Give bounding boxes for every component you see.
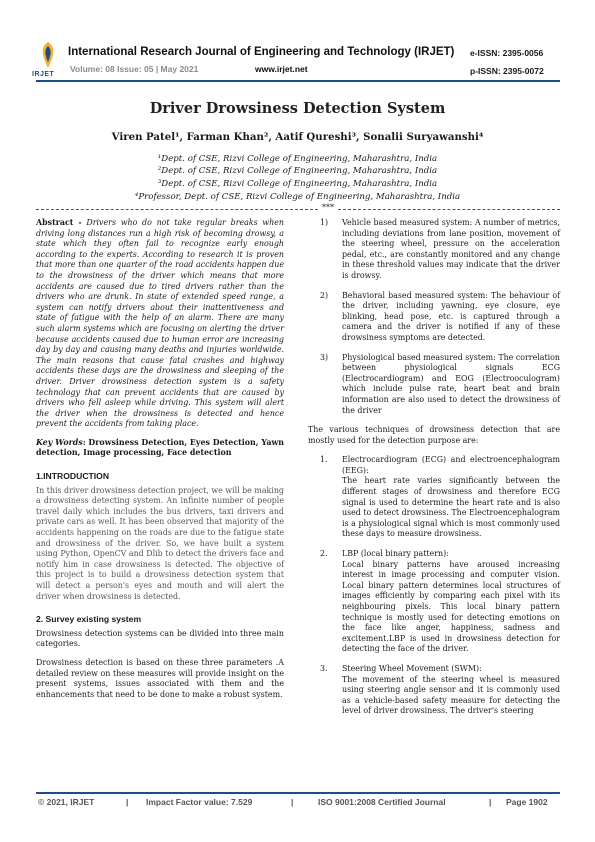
logo-text: IRJET — [32, 71, 55, 78]
separator-stars: *** — [322, 203, 334, 212]
footer-divider: | — [489, 797, 492, 807]
affiliation-2: ²Dept. of CSE, Rizvi College of Engineering, Maharashtra, India — [157, 166, 438, 176]
footer-rule — [36, 792, 560, 794]
technique-title: LBP (local binary pattern): — [342, 549, 449, 559]
list-item-number: 1. — [320, 455, 328, 465]
irjet-logo-icon — [36, 40, 60, 70]
list-item-number: 2. — [320, 549, 328, 559]
survey-paragraph-1: Drowsiness detection systems can be divided into three main categories. — [36, 628, 284, 649]
footer-copyright: © 2021, IRJET — [38, 797, 95, 807]
volume-issue: Volume: 08 Issue: 05 | May 2021 — [70, 64, 199, 74]
list-item — [308, 291, 560, 344]
affiliation-4: ⁴Professor, Dept. of CSE, Rizvi College of Engineering, Maharashtra, India — [134, 192, 461, 202]
list-item — [308, 549, 560, 655]
abstract-text: Drivers who do not take regular breaks when driving long distances run a high risk of becoming drowsy, a state which they often fail to recognize early enough according to the experts. According to research it is proven that more than one quarter of the road accidents happen due to the drowsiness of the driver which means that more accidents are caused due to tired drivers rather than the drivers who are drunk. In state of extended speed range, a system can notify drivers about their inattentiveness and state of fatigue with the help of an alarm. There are many such alarm systems which are focusing on alerting the driver because accidents caused due to human error are increasing day by day and causing many deaths and injuries worldwide. The main reasons that cause fatal crashes and highway accidents these days are the drowsiness and sleeping of the driver. Driver drowsiness detection system is a safety technology that can prevent accidents that are caused by drivers who fell asleep while driving. This system will alert the driver when the drowsiness is detected and hence prevent the accidents from taking place. — [36, 218, 285, 429]
list-item-number: 2) — [320, 290, 329, 300]
technique-list — [308, 455, 560, 717]
keywords-label: Key Words — [36, 437, 83, 447]
list-item-number: 3. — [320, 663, 328, 673]
affiliation-1: ¹Dept. of CSE, Rizvi College of Engineering, Maharashtra, India — [157, 154, 438, 164]
footer-divider: | — [126, 797, 129, 807]
journal-name: International Research Journal of Engineering and Technology (IRJET) — [68, 46, 455, 58]
intro-heading: 1.INTRODUCTION — [36, 471, 110, 482]
list-item — [308, 218, 560, 282]
header-rule — [36, 80, 560, 82]
p-issn: p-ISSN: 2395-0072 — [470, 66, 544, 76]
paper-authors: Viren Patel¹, Farman Khan², Aatif Qureshi³, Sonalii Suryawanshi⁴ — [111, 131, 484, 143]
abstract-label: Abstract - — [36, 218, 82, 227]
category-list — [308, 218, 560, 416]
list-item-text: Vehicle based measured system: A number of metrics, including deviations from lane position, movement of the steering wheel, pressure on the acceleration pedal, etc., are constantly monitored and any change in these threshold values may indicate that the driver is drowsy. — [342, 218, 560, 280]
survey-heading: 2. Survey existing system — [36, 614, 142, 625]
intro-text: In this driver drowsiness detection project, we will be making a drowsiness detecting system. An infinite number of people travel daily which includes the bus drivers, taxi drivers and private cars as well. It has been observed that majority of the accidents happening on the roads are due to the fatigue state and drowsiness of the driver. So, we have built a system using Python, OpenCV and Dlib to detect the drivers face and notify him in case drowsiness is detected. The objective of this project is to build a drowsiness detection system that will detect a person's eyes and mouth and will alert the driver when drowsiness is detected. — [36, 485, 284, 601]
e-issn: e-ISSN: 2395-0056 — [470, 48, 544, 58]
techniques-intro: The various techniques of drowsiness detection that are mostly used for the detection purpose are: — [308, 425, 560, 445]
footer-divider: | — [291, 797, 294, 807]
survey-paragraph-2: Drowsiness detection is based on these three parameters .A detailed review on these measures will provide insight on the present systems, issues associated with them and the enhancements that need to be done to make a robust system. — [36, 657, 284, 699]
list-item — [308, 664, 560, 717]
list-item-text: Physiological based measured system: The correlation between physiological signals ECG (Electrocardiogram) and EOG (Electrooculogram) which include pulse rate, heart beat and brain information are also used to detect the drowsiness of the driver — [342, 352, 560, 415]
technique-title: Electrocardiogram (ECG) and electroencephalogram (EEG): — [342, 455, 560, 475]
section-separator — [36, 205, 560, 213]
list-item — [308, 455, 560, 540]
technique-text: Local binary patterns have aroused increasing interest in image processing and computer vision. Local binary pattern determines local structures of images efficiently by comparing each pixel with its neighbouring pixels. This local binary pattern technique is mostly used for detecting emotions on the face like anger, happiness, sadness and excitement.LBP is used in drowsiness detection for detecting the face of the driver. — [342, 559, 560, 654]
abstract — [36, 218, 284, 430]
list-item-text: Behavioral based measured system: The behaviour of the driver, including yawning, eye closure, eye blinking, head pose, etc. is captured through a camera and the driver is notified if any of these drowsiness symptoms are detected. — [342, 290, 560, 342]
footer-iso: ISO 9001:2008 Certified Journal — [318, 797, 446, 807]
technique-title: Steering Wheel Movement (SWM): — [342, 663, 482, 673]
affiliation-3: ³Dept. of CSE, Rizvi College of Engineering, Maharashtra, India — [157, 179, 438, 189]
list-item — [308, 353, 560, 417]
paper-title: Driver Drowsiness Detection System — [149, 100, 446, 117]
list-item-number: 1) — [320, 218, 329, 227]
technique-text: The movement of the steering wheel is measured using steering angle sensor and it is commonly used as a vehicle-based safety measure for detecting the level of driver drowsiness. The driver's steering — [342, 674, 560, 716]
footer-page-number: Page 1902 — [506, 797, 548, 807]
separator-line-right — [338, 209, 560, 210]
separator-line-left — [36, 209, 318, 210]
list-item-number: 3) — [320, 352, 329, 362]
right-column — [308, 218, 560, 726]
journal-header — [0, 0, 595, 82]
keywords — [36, 438, 284, 459]
journal-website[interactable]: www.irjet.net — [255, 64, 308, 74]
footer-impact-factor: Impact Factor value: 7.529 — [146, 797, 253, 807]
left-column — [36, 218, 284, 700]
technique-text: The heart rate varies significantly between the different stages of drowsiness and therefore ECG signal is used to determine the heart rate and is also used to detect drowsiness. The Electroencephalogram is a physiological signal which is most commonly used these days to measure drowsiness. — [342, 476, 560, 539]
keywords-text: : Drowsiness Detection, Eyes Detection, Yawn detection, Image processing, Face detection — [36, 437, 284, 458]
